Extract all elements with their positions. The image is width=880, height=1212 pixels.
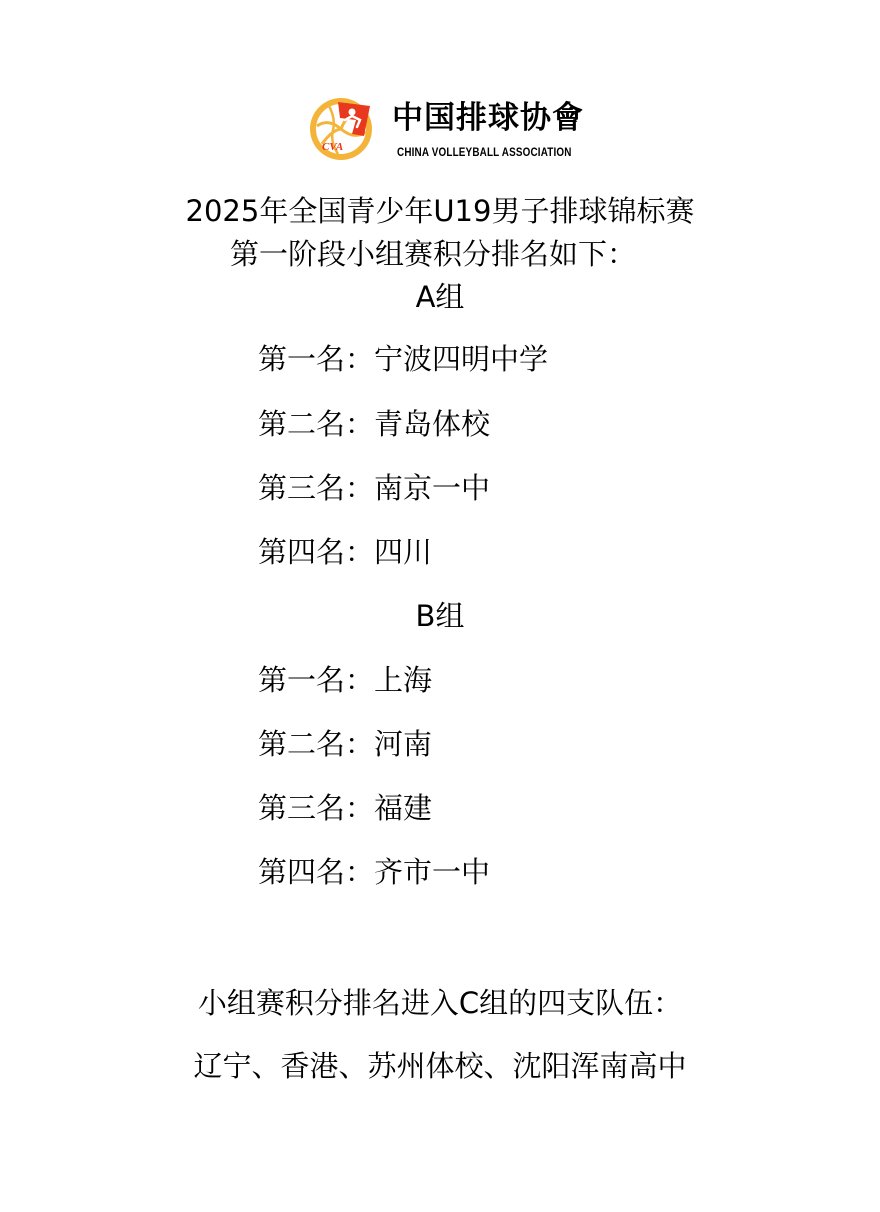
team-name: 福建 [374, 791, 433, 825]
group-a-rank-3 [258, 468, 490, 508]
volleyball-emblem-icon [308, 96, 374, 162]
rank-label: 第四名： [258, 855, 375, 889]
group-a-rank-4 [258, 532, 432, 572]
rank-label: 第三名： [258, 791, 375, 825]
page-subtitle: 第一阶段小组赛积分排名如下： [229, 237, 636, 271]
group-b-rank-4 [258, 852, 490, 892]
cva-logo [308, 96, 584, 162]
rank-label: 第二名： [258, 727, 375, 761]
logo-name-cn: 中国排球协會 [392, 100, 584, 136]
team-name: 宁波四明中学 [374, 342, 549, 376]
advancing-teams-heading: 小组赛积分排名进入C组的四支队伍： [197, 986, 683, 1020]
rank-label: 第一名： [258, 342, 375, 376]
team-name: 河南 [374, 727, 433, 761]
rank-label: 第三名： [258, 471, 375, 505]
team-name: 齐市一中 [374, 855, 491, 889]
group-a-heading: A组 [415, 280, 465, 314]
team-name: 四川 [374, 535, 433, 569]
group-a-rank-2 [258, 404, 490, 444]
page-title: 2025年全国青少年U19男子排球锦标赛 [185, 194, 695, 228]
logo-name-en: CHINA VOLLEYBALL ASSOCIATION [397, 147, 572, 159]
rank-label: 第二名： [258, 407, 375, 441]
team-name: 青岛体校 [374, 407, 491, 441]
group-b-rank-3 [258, 788, 432, 828]
rank-label: 第四名： [258, 535, 375, 569]
rank-label: 第一名： [258, 663, 375, 697]
advancing-teams-list: 辽宁、香港、苏州体校、沈阳浑南高中 [193, 1049, 687, 1083]
group-a-rank-1 [258, 339, 548, 379]
team-name: 南京一中 [374, 471, 491, 505]
emblem-text: CVA [322, 141, 344, 153]
group-b-rank-1 [258, 660, 432, 700]
group-b-heading: B组 [415, 599, 465, 633]
group-b-rank-2 [258, 724, 432, 764]
team-name: 上海 [374, 663, 433, 697]
